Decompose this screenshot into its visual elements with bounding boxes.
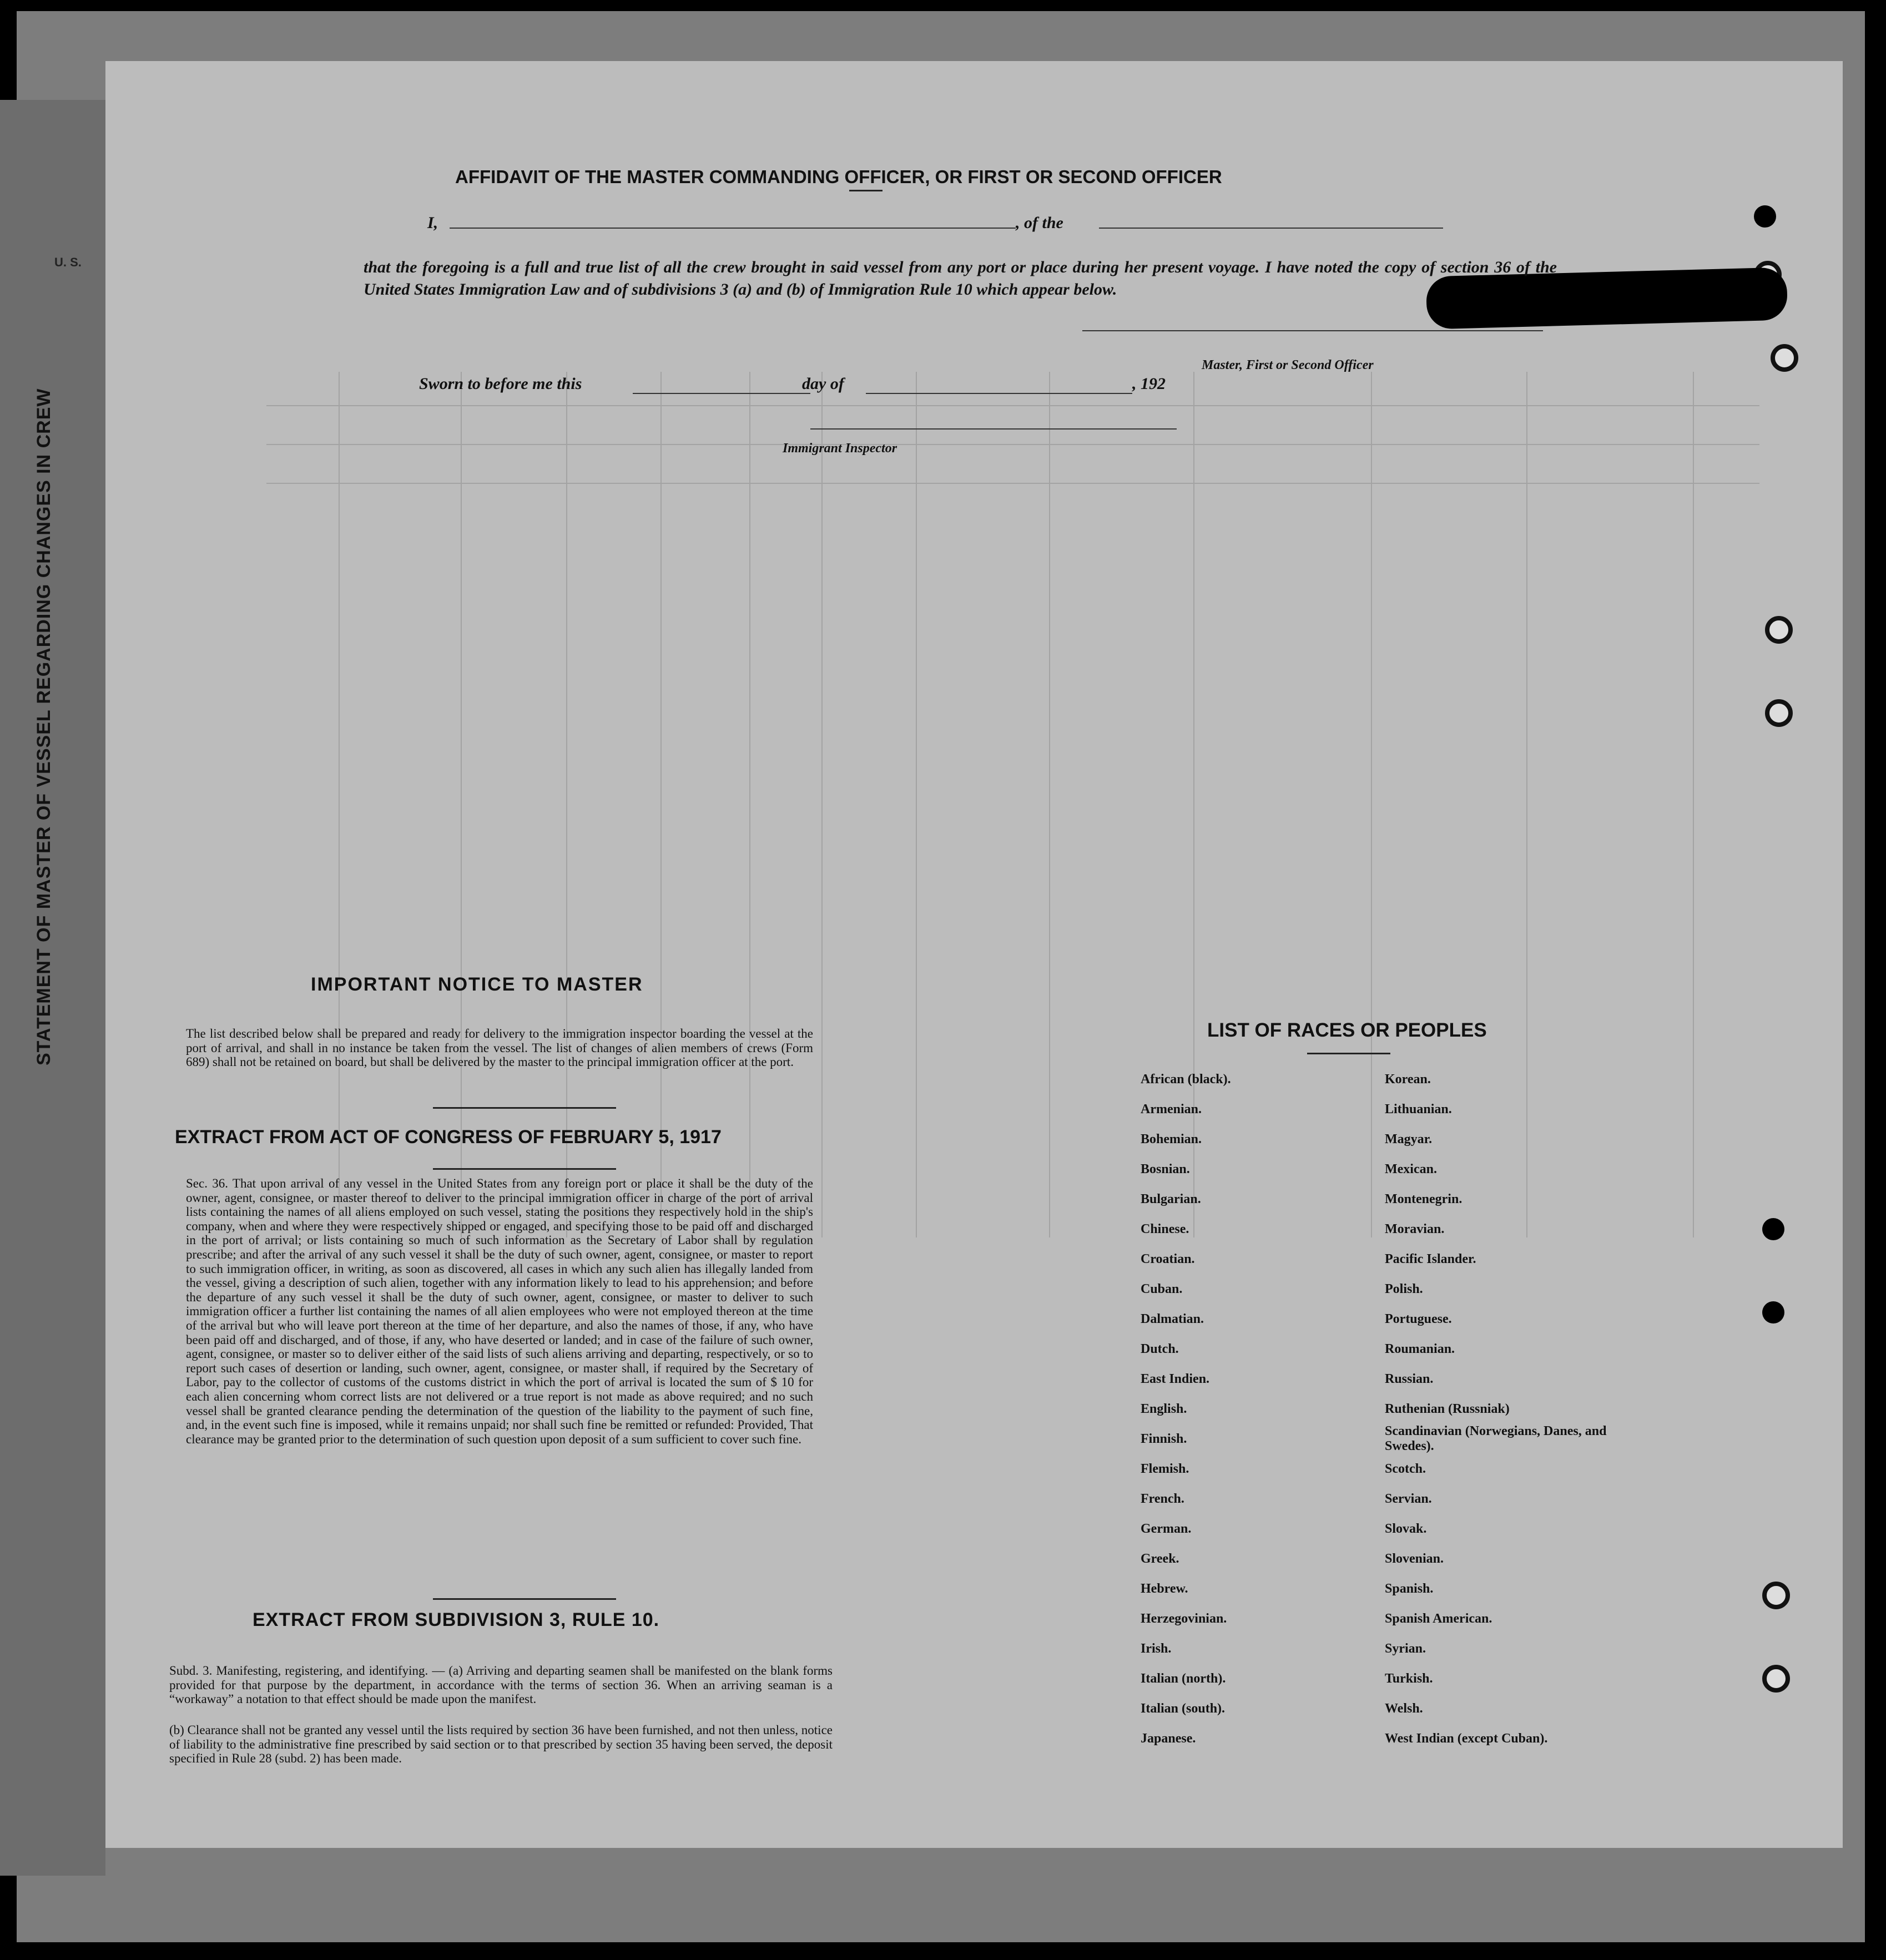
name-blank: [450, 228, 1016, 229]
races-title: LIST OF RACES OR PEOPLES: [1207, 1019, 1487, 1041]
race-item: Irish.: [1141, 1641, 1172, 1656]
race-item: Greek.: [1141, 1552, 1179, 1566]
race-item: Scandinavian (Norwegians, Danes, and Swedes).: [1385, 1424, 1607, 1453]
race-item: Dutch.: [1141, 1342, 1179, 1356]
race-item: Japanese.: [1141, 1731, 1196, 1746]
race-item: Korean.: [1385, 1072, 1431, 1087]
punch-hole: [1762, 1301, 1784, 1323]
vertical-title: STATEMENT OF MASTER OF VESSEL REGARDING CHANGES IN CREW: [33, 388, 54, 1065]
inspector-label: Immigrant Inspector: [783, 441, 897, 456]
affidavit-body: that the foregoing is a full and true list of all the crew brought in said vessel from any port or place during her present voyage. I have noted the copy of section 36 of the United States Immigration Law and of subdivisions 3 (a) and (b) of Immigration Rule 10 which appear below.: [364, 258, 1557, 299]
race-item: Armenian.: [1141, 1102, 1202, 1117]
punch-hole: [1762, 1665, 1790, 1693]
race-item: Italian (north).: [1141, 1671, 1226, 1686]
race-item: French.: [1141, 1492, 1184, 1506]
notice-text: The list described below shall be prepared and ready for delivery to the immigration inspector boarding the vessel at the port of arrival, and shall in no instance be taken from the vessel. The list of changes of alien members of crews (Form 689) shall not be retained on board, but shall be delivered by the master to the principal immigration officer at the port.: [186, 1027, 813, 1069]
race-item: English.: [1141, 1402, 1187, 1416]
punch-hole: [1762, 1582, 1790, 1609]
punch-hole: [1771, 344, 1798, 372]
race-item: Bulgarian.: [1141, 1192, 1201, 1206]
race-item: German.: [1141, 1522, 1192, 1536]
side-panel: [0, 100, 105, 1876]
race-item: Herzegovinian.: [1141, 1612, 1227, 1626]
race-item: Dalmatian.: [1141, 1312, 1204, 1326]
master-label: Master, First or Second Officer: [1202, 358, 1374, 372]
form-page: [105, 61, 1843, 1848]
race-item: East Indien.: [1141, 1372, 1210, 1386]
race-item: Servian.: [1385, 1492, 1432, 1506]
race-item: Spanish American.: [1385, 1612, 1492, 1626]
race-item: Turkish.: [1385, 1671, 1433, 1686]
affidavit-i: I,: [427, 214, 438, 232]
act-text: Sec. 36. That upon arrival of any vessel in the United States from any foreign port or place it shall be the duty of the owner, agent, consignee, or master thereof to deliver to the principal immigration officer in charge of the port of arrival lists containing the names of all aliens employed on such vessel, stating the positions they respectively hold in the ship's company, when and where they were respectively shipped or engaged, and specifying those to be paid off and discharged in the port of arrival; or lists containing so much of such information as the Secretary of Labor shall by regulation prescribe; and after the arrival of any such vessel it shall be the duty of such owner, agent, consignee, or master to report to such immigration officer, in writing, as soon as discovered, all cases in which any such alien has illegally landed from the vessel, giving a description of such alien, together with any information likely to lead to his apprehension; and before the departure of any such vessel it shall be the duty of such owner, agent, consignee, or master to deliver to such immigration officer a further list containing the names of all alien employees who were not employed thereon at the time of the arrival but who will leave port thereon at the time of her departure, and also the names of those, if any, who have been paid off and discharged, and of those, if any, who have deserted or landed; and in case of the failure of such owner, agent, consignee, or master so to deliver either of the said lists of such aliens arriving and departing, respectively, or so to report such cases of desertion or landing, such owner, agent, consignee, or master shall, if required by the Secretary of Labor, pay to the collector of customs of the customs district in which the port of arrival is located the sum of $ 10 for each alien concerning whom correct lists are not delivered or a true report is not made as above required; and no such vessel shall be granted clearance pending the determination of the question of the liability to the payment of such fine, and, in the event such fine is imposed, while it remains unpaid; nor shall such fine be remitted or refunded: Provided, That clearance may be granted prior to the determination of such question upon deposit of a sum sufficient to cover such fine.: [186, 1176, 813, 1446]
signature-line: [1082, 330, 1543, 331]
inspector-line: [810, 428, 1177, 430]
race-item: Moravian.: [1385, 1222, 1445, 1236]
race-item: Magyar.: [1385, 1132, 1433, 1146]
race-item: Slovenian.: [1385, 1552, 1444, 1566]
race-item: Cuban.: [1141, 1282, 1183, 1296]
vessel-blank: [1099, 228, 1443, 229]
race-item: Roumanian.: [1385, 1342, 1455, 1356]
race-item: Finnish.: [1141, 1432, 1187, 1446]
race-item: Portuguese.: [1385, 1312, 1452, 1326]
race-item: Italian (south).: [1141, 1701, 1226, 1716]
rule-text-a: Subd. 3. Manifesting, registering, and identifying. — (a) Arriving and departing seamen shall be manifested on the blank forms provided for that purpose by the department, in accordance with the terms of section 36. When an arriving seaman is a “workaway” a notation to that effect should be made upon the manifest.: [169, 1664, 833, 1706]
race-item: Bosnian.: [1141, 1162, 1190, 1176]
races-left-list: [1141, 1064, 1231, 1754]
punch-hole: [1765, 616, 1793, 644]
race-item: Welsh.: [1385, 1701, 1423, 1716]
act-title: EXTRACT FROM ACT OF CONGRESS OF FEBRUARY 5, 1917: [175, 1127, 722, 1148]
race-item: Flemish.: [1141, 1462, 1189, 1476]
race-item: Syrian.: [1385, 1641, 1426, 1656]
race-item: Chinese.: [1141, 1222, 1189, 1236]
race-item: Russian.: [1385, 1372, 1434, 1386]
race-item: Lithuanian.: [1385, 1102, 1452, 1117]
race-item: Polish.: [1385, 1282, 1423, 1296]
of-the: , of the: [1016, 214, 1063, 232]
races-right-list: [1385, 1064, 1618, 1754]
race-item: West Indian (except Cuban).: [1385, 1731, 1548, 1746]
rule-title: EXTRACT FROM SUBDIVISION 3, RULE 10.: [253, 1609, 660, 1630]
race-item: Hebrew.: [1141, 1582, 1188, 1596]
race-item: Spanish.: [1385, 1582, 1434, 1596]
rule-text-b: (b) Clearance shall not be granted any vessel until the lists required by section 36 have been furnished, and not then unless, notice of liability to the administrative fine prescribed by said section or to that prescribed by section 35 having been served, the deposit specified in Rule 28 (subd. 2) has been made.: [169, 1723, 833, 1766]
race-item: Bohemian.: [1141, 1132, 1202, 1146]
day-of: day of: [802, 375, 844, 393]
punch-hole: [1754, 205, 1776, 228]
race-item: Croatian.: [1141, 1252, 1195, 1266]
race-item: Scotch.: [1385, 1462, 1426, 1476]
race-item: Mexican.: [1385, 1162, 1437, 1176]
affidavit-title: AFFIDAVIT OF THE MASTER COMMANDING OFFICER, OR FIRST OR SECOND OFFICER: [455, 166, 1222, 187]
race-item: Ruthenian (Russniak): [1385, 1402, 1510, 1416]
punch-hole: [1762, 1218, 1784, 1240]
race-item: Slovak.: [1385, 1522, 1427, 1536]
sworn-text: Sworn to before me this: [419, 375, 582, 393]
year-192: , 192: [1132, 375, 1166, 393]
punch-hole: [1765, 699, 1793, 727]
us-label: U. S.: [54, 255, 82, 269]
notice-title: IMPORTANT NOTICE TO MASTER: [311, 974, 643, 995]
race-item: African (black).: [1141, 1072, 1231, 1087]
race-item: Montenegrin.: [1385, 1192, 1463, 1206]
race-item: Pacific Islander.: [1385, 1252, 1476, 1266]
